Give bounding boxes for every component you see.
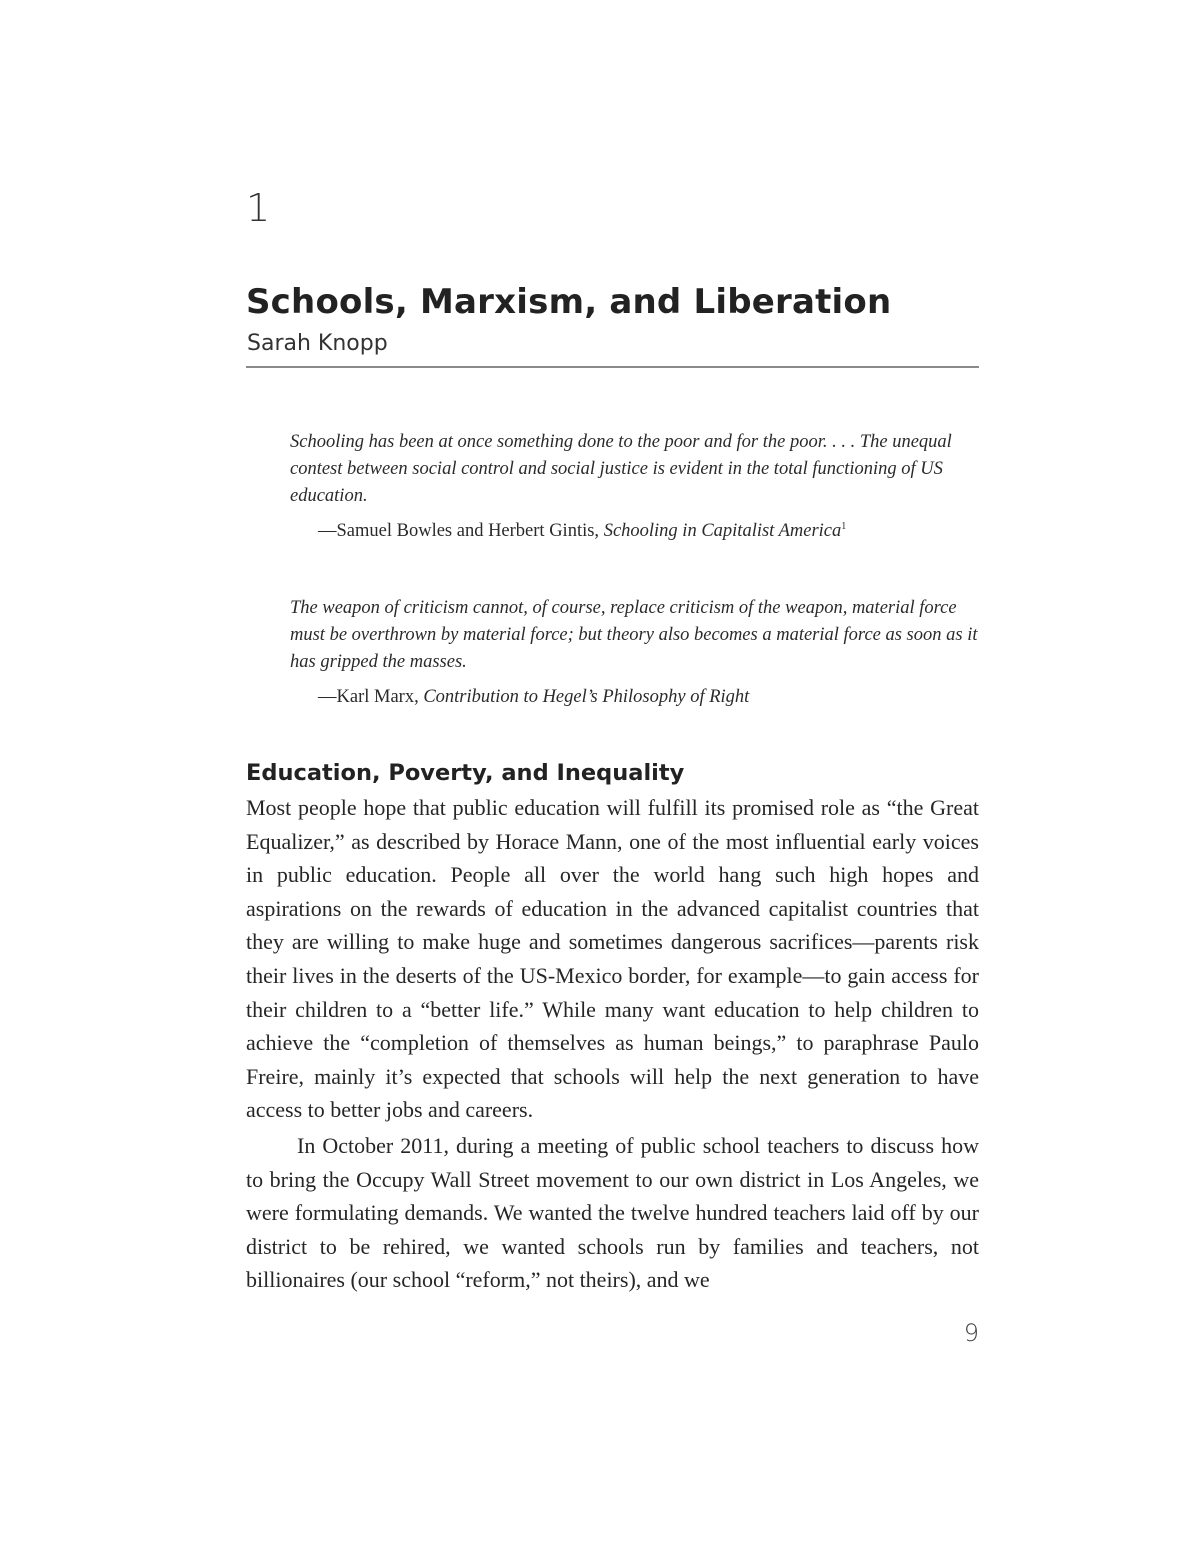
epigraph-attribution (318, 682, 980, 712)
attribution-author: —Samuel Bowles and Herbert Gintis, (318, 521, 604, 541)
section-heading: Education, Poverty, and Inequality (246, 760, 685, 786)
attribution-work: Schooling in Capitalist America (603, 521, 842, 541)
body-paragraph: In October 2011, during a meeting of public school teachers to discuss how to bring the Occupy Wall Street movement to our own district in Los Angeles, we were formulating demands. We wanted the twelve hundred teachers laid off by our district to be rehired, we wanted schools run by families and teachers, not billionaires (our school “reform,” not theirs), and we (246, 1132, 979, 1293)
chapter-number: 1 (246, 186, 271, 230)
page-number: 9 (963, 1319, 979, 1347)
footnote-marker: 1 (841, 520, 847, 532)
epigraph-quote: Schooling has been at once something done to the poor and for the poor. . . . The unequal contest between social control and social justice is evident in the total functioning of US education. (290, 432, 952, 506)
epigraph (290, 429, 980, 546)
chapter-author: Sarah Knopp (247, 331, 388, 356)
epigraph-attribution (318, 516, 980, 546)
epigraph (290, 595, 980, 712)
attribution-author: —Karl Marx, (318, 687, 424, 707)
body-paragraph: Most people hope that public education will fulfill its promised role as “the Great Equalizer,” as described by Horace Mann, one of the most influential early voices in public education. People all over the world hang such high hopes and aspirations on the rewards of education in the advanced capitalist countries that they are willing to make huge and sometimes dangerous sacrifices—parents risk their lives in the deserts of the US-Mexico border, for example—to gain access for their children to a “better life.” While many want education to help children to achieve the “completion of themselves as human beings,” to paraphrase Paulo Freire, mainly it’s expected that schools will help the next generation to have access to better jobs and careers. (246, 795, 979, 1123)
body-text (246, 791, 979, 1297)
chapter-title: Schools, Marxism, and Liberation (246, 282, 892, 322)
epigraph-quote: The weapon of criticism cannot, of course, replace criticism of the weapon, material force must be overthrown by material force; but theory also becomes a material force as soon as it has gripped the masses. (290, 598, 978, 672)
title-divider (246, 366, 979, 368)
attribution-work: Contribution to Hegel’s Philosophy of Right (423, 687, 750, 707)
